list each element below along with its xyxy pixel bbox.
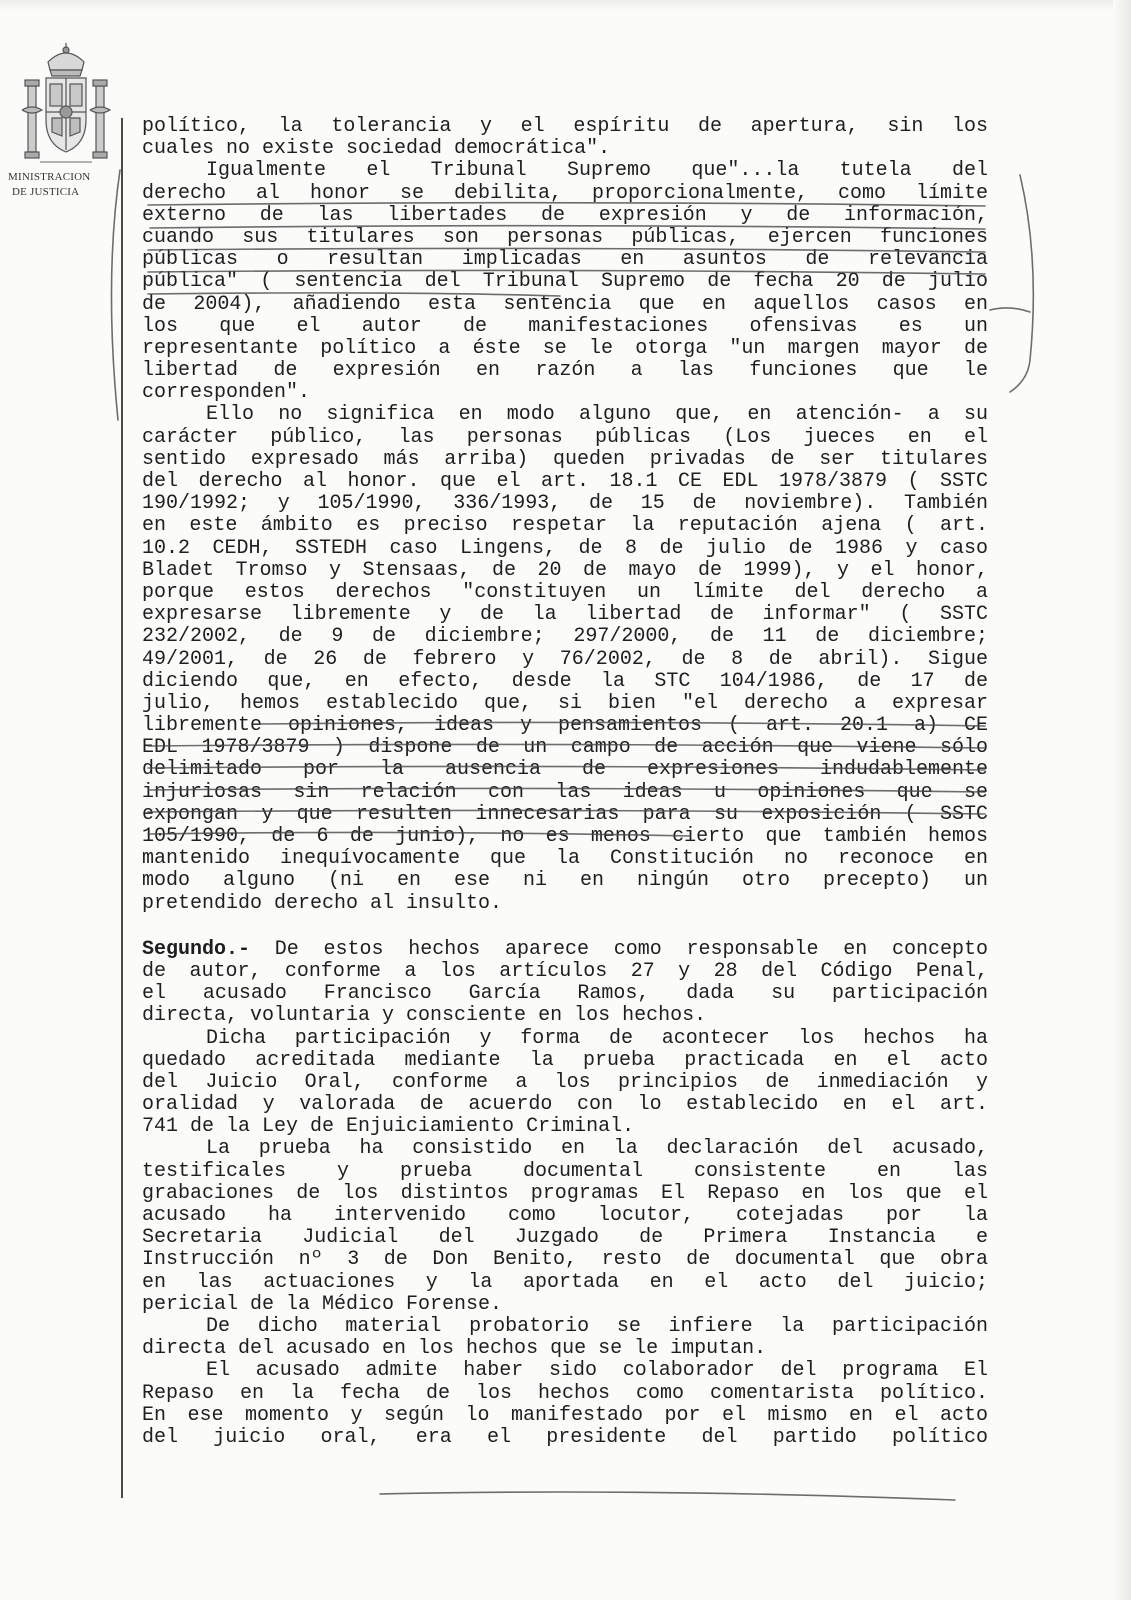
text-line: del juicio oral, era el presidente del partido político xyxy=(142,1425,988,1449)
paragraph xyxy=(142,1138,988,1316)
text-line: cuales no existe sociedad democrática". xyxy=(142,137,611,161)
section-gap xyxy=(142,915,988,939)
text-line: Repaso en la fecha de los hechos como comentarista político. xyxy=(142,1381,988,1405)
text-line: el acusado Francisco García Ramos, dada su participación xyxy=(142,982,988,1006)
text-line: Igualmente el Tribunal Supremo que"...la tutela del xyxy=(206,159,988,183)
text-line: pública" ( sentencia del Tribunal Supremo de fecha 20 de julio xyxy=(142,270,988,294)
text-line: pericial de la Médico Forense. xyxy=(142,1292,503,1316)
page-right-shadow xyxy=(1113,0,1131,1600)
text-line: Secretaria Judicial del Juzgado de Primera Instancia e xyxy=(142,1226,988,1250)
page-top-shadow xyxy=(0,0,1131,10)
text-line: 190/1992; y 105/1990, 336/1993, de 15 de noviembre). También xyxy=(142,492,988,516)
text-line: oralidad y valorada de acuerdo con lo establecido en el art. xyxy=(142,1093,988,1117)
text-run: De estos hechos aparece como responsable en concepto xyxy=(250,937,988,961)
text-line: directa del acusado en los hechos que se le imputan. xyxy=(142,1337,767,1361)
text-line: Bladet Tromso y Stensaas, de 20 de mayo de 1999), y el honor, xyxy=(142,558,988,582)
text-line: derecho al honor se debilita, proporcionalmente, como límite xyxy=(142,181,988,205)
text-line: acusado ha intervenido como locutor, cotejadas por la xyxy=(142,1204,988,1227)
text-line: corresponden". xyxy=(142,381,311,405)
text-line: del derecho al honor. que el art. 18.1 CE EDL 1978/3879 ( SSTC xyxy=(142,470,988,493)
text-line: pretendido derecho al insulto. xyxy=(142,891,503,915)
text-line: porque estos derechos "constituyen un límite del derecho a xyxy=(142,580,988,604)
text-line xyxy=(142,939,988,961)
document-body xyxy=(142,116,988,1449)
text-line: quedado acreditada mediante la prueba practicada en el acto xyxy=(142,1048,988,1072)
paragraph xyxy=(142,404,988,914)
text-line: político, la tolerancia y el espíritu de apertura, sin los xyxy=(142,115,988,138)
text-line: modo alguno (ni en ese ni en ningún otro precepto) un xyxy=(142,869,988,893)
text-line: en este ámbito es preciso respetar la reputación ajena ( art. xyxy=(142,514,988,538)
text-line: expresarse libremente y de la libertad de informar" ( SSTC xyxy=(142,603,988,627)
text-line: de autor, conforme a los artículos 27 y 28 del Código Penal, xyxy=(142,959,988,983)
text-line: 49/2001, de 26 de febrero y 76/2002, de 8 de abril). Sigue xyxy=(142,647,988,671)
text-line: en las actuaciones y la aportada en el acto del juicio; xyxy=(142,1270,988,1294)
ministry-line-2: DE JUSTICIA xyxy=(12,186,80,198)
paragraph xyxy=(142,939,988,1028)
text-line: los que el autor de manifestaciones ofensivas es un xyxy=(142,314,988,338)
text-line: expongan y que resulten innecesarias para su exposición ( SSTC xyxy=(142,802,988,826)
ministry-label xyxy=(8,170,126,200)
text-line: julio, hemos establecido que, si bien "el derecho a expresar xyxy=(142,691,988,715)
paragraph xyxy=(142,1360,988,1449)
text-line: 105/1990, de 6 de junio), no es menos cierto que también hemos xyxy=(142,825,988,848)
paragraph xyxy=(142,160,988,404)
text-line: libremente opiniones, ideas y pensamientos ( art. 20.1 a) CE xyxy=(142,714,988,738)
text-line: 10.2 CEDH, SSTEDH caso Lingens, de 8 de julio de 1986 y caso xyxy=(142,536,988,560)
pen-margin-bracket xyxy=(111,170,120,420)
text-line: En ese momento y según lo manifestado por el mismo en el acto xyxy=(142,1403,988,1427)
section-heading: Segundo.- xyxy=(142,937,251,961)
text-line: del Juicio Oral, conforme a los principios de inmediación y xyxy=(142,1070,988,1094)
text-line: delimitado por la ausencia de expresiones indudablemente xyxy=(142,758,988,782)
text-line: diciendo que, en efecto, desde la STC 104/1986, de 17 de xyxy=(142,669,988,693)
pen-underline xyxy=(380,1492,955,1500)
text-line: EDL 1978/3879 ) dispone de un campo de acción que viene sólo xyxy=(142,736,988,760)
text-line: carácter público, las personas públicas (Los jueces en el xyxy=(142,425,988,449)
text-line: La prueba ha consistido en la declaración del acusado, xyxy=(206,1137,988,1161)
pen-margin-bracket xyxy=(1010,175,1033,392)
text-line: Instrucción nº 3 de Don Benito, resto de documental que obra xyxy=(142,1248,988,1272)
text-line: grabaciones de los distintos programas El Repaso en los que el xyxy=(142,1181,988,1205)
text-line: injuriosas sin relación con las ideas u opiniones que se xyxy=(142,780,988,804)
paragraph xyxy=(142,1028,988,1139)
ministry-line-1: MINISTRACION xyxy=(8,171,91,183)
text-line: representante político a éste se le otorga "un margen mayor de xyxy=(142,336,988,360)
text-line: directa, voluntaria y consciente en los hechos. xyxy=(142,1004,707,1028)
text-line: públicas o resultan implicadas en asuntos de relevancia xyxy=(142,248,988,272)
text-line: El acusado admite haber sido colaborador del programa El xyxy=(206,1359,988,1383)
margin-rule xyxy=(121,118,123,1498)
text-line: mantenido inequívocamente que la Constitución no reconoce en xyxy=(142,847,988,871)
text-line: de 2004), añadiendo esta sentencia que en aquellos casos en xyxy=(142,292,988,316)
text-line: testificales y prueba documental consistente en las xyxy=(142,1159,988,1183)
text-line: cuando sus titulares son personas públicas, ejercen funciones xyxy=(142,225,988,249)
text-line: externo de las libertades de expresión y de información, xyxy=(142,203,988,227)
text-line: 232/2002, de 9 de diciembre; 297/2000, de 11 de diciembre; xyxy=(142,625,988,649)
paragraph xyxy=(142,116,988,160)
paragraph xyxy=(142,1316,988,1360)
text-line: libertad de expresión en razón a las funciones que le xyxy=(142,359,988,383)
text-line: Dicha participación y forma de acontecer los hechos ha xyxy=(206,1026,988,1050)
pen-mark xyxy=(990,308,1030,312)
text-line: De dicho material probatorio se infiere la participación xyxy=(206,1314,988,1338)
text-line: Ello no significa en modo alguno que, en atención- a su xyxy=(206,403,988,427)
text-line: 741 de la Ley de Enjuiciamiento Criminal. xyxy=(142,1115,635,1139)
text-line: sentido expresado más arriba) queden privadas de ser titulares xyxy=(142,447,988,471)
